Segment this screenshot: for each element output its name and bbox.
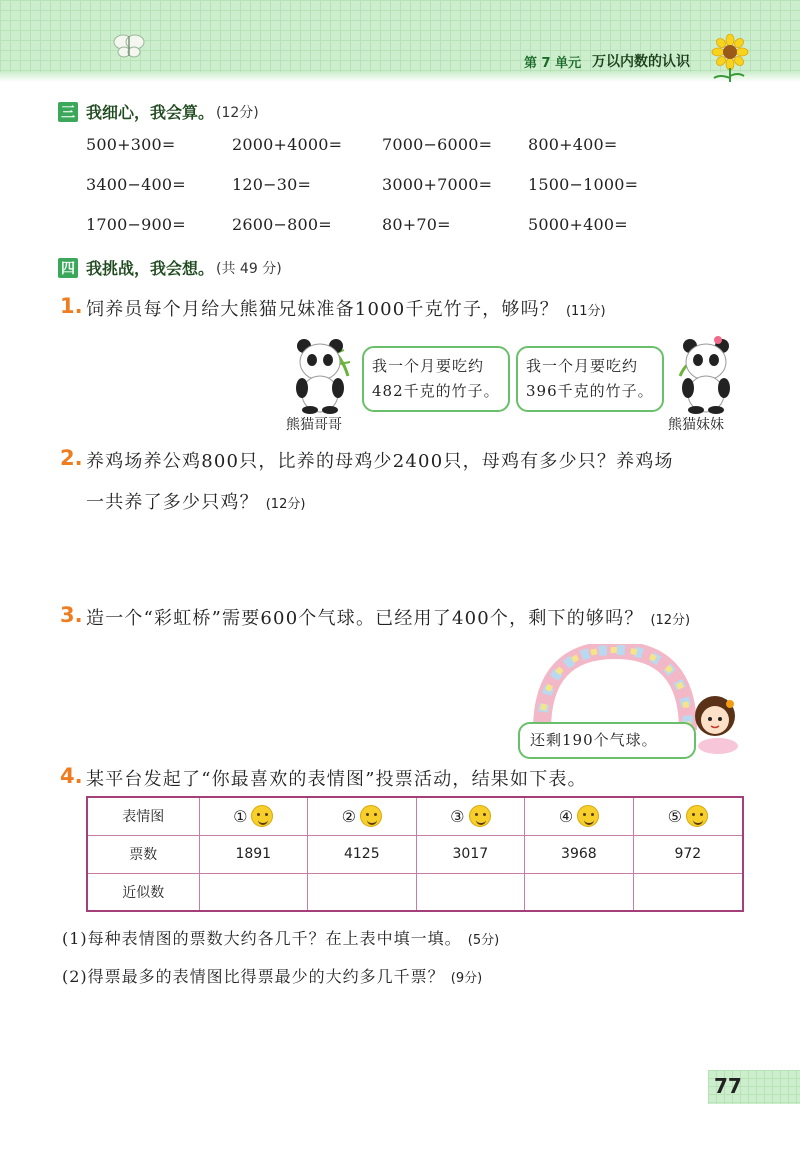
section-4-heading	[58, 256, 282, 279]
approx-input-cell[interactable]	[416, 873, 525, 911]
bubble-brother-line1: 我一个月要吃约	[372, 357, 485, 375]
vote-cell: 3968	[525, 835, 634, 873]
marker-5: ⑤	[667, 806, 682, 826]
question-2-score: (12分)	[265, 497, 306, 512]
smiling-face-icon	[360, 805, 382, 827]
table-row	[87, 873, 743, 911]
calc-item: 500+300=	[86, 135, 176, 154]
question-2-line2: 一共养了多少只鸡？	[86, 492, 259, 513]
section-3-number: 三	[58, 102, 78, 122]
sub-question-2-score: (9分)	[450, 971, 483, 986]
question-1-body: 饲养员每个月给大熊猫兄妹准备1000千克竹子，够吗？	[86, 299, 560, 320]
emoji-cell-5	[633, 797, 743, 835]
emoji-cell-1	[199, 797, 308, 835]
section-3-heading	[58, 100, 259, 123]
speech-bubble-girl: 还剩190个气球。	[518, 722, 696, 759]
caption-panda-brother: 熊猫哥哥	[286, 417, 342, 433]
vote-cell: 3017	[416, 835, 525, 873]
marker-4: ④	[558, 806, 574, 826]
calc-item: 80+70=	[382, 215, 451, 234]
question-3-text-wrap	[86, 604, 690, 630]
question-4-number: 4.	[60, 764, 83, 788]
girl-icon	[690, 694, 740, 754]
row-label-votes: 票数	[87, 835, 199, 873]
sub-question-1-score: (5分)	[467, 933, 500, 948]
panda-brother-icon	[290, 336, 354, 414]
speech-bubble-sister	[516, 346, 664, 412]
emoji-cell-3	[416, 797, 525, 835]
sub-question-1	[62, 926, 499, 949]
calc-item: 3400−400=	[86, 175, 186, 194]
sub-question-2-text: (2)得票最多的表情图比得票最少的大约多几千票？	[62, 967, 445, 986]
table-row	[87, 835, 743, 873]
unit-label: 第 7 单元	[524, 56, 582, 71]
section-4-score: (共 49 分)	[216, 260, 282, 277]
vote-cell: 972	[633, 835, 743, 873]
calc-item: 800+400=	[528, 135, 618, 154]
marker-1: ①	[233, 806, 248, 826]
page-number: 77	[714, 1074, 742, 1098]
marker-3: ③	[450, 806, 465, 826]
question-3-score: (12分)	[650, 613, 691, 628]
unit-title: 万以内数的认识	[592, 54, 690, 70]
approx-input-cell[interactable]	[633, 873, 743, 911]
row-label-emoji: 表情图	[87, 797, 199, 835]
question-2-line2-wrap	[86, 488, 305, 514]
kissing-face-icon	[251, 805, 273, 827]
approx-input-cell[interactable]	[199, 873, 308, 911]
question-1-number: 1.	[60, 294, 83, 318]
sub-question-1-text: (1)每种表情图的票数大约各几千？在上表中填一填。	[62, 929, 462, 948]
section-3-title: 我细心，我会算。	[86, 103, 215, 122]
panda-sister-icon	[672, 336, 736, 414]
sub-question-2	[62, 964, 482, 987]
calc-item: 5000+400=	[528, 215, 628, 234]
thinking-face-icon	[577, 805, 599, 827]
caption-panda-sister: 熊猫妹妹	[668, 417, 724, 433]
question-4-text: 某平台发起了“你最喜欢的表情图”投票活动，结果如下表。	[86, 769, 587, 790]
question-2-number: 2.	[60, 446, 83, 470]
calc-item: 3000+7000=	[382, 175, 493, 194]
section-4-title: 我挑战，我会想。	[86, 259, 215, 278]
section-3-score: (12分)	[216, 104, 259, 121]
bubble-sister-line2: 396千克的竹子。	[526, 382, 654, 400]
question-1-score: (11分)	[565, 304, 606, 319]
sunflower-icon	[708, 34, 752, 82]
calc-item: 1500−1000=	[528, 175, 639, 194]
question-2-line1: 养鸡场养公鸡800只，比养的母鸡少2400只，母鸡有多少只？养鸡场	[86, 451, 674, 472]
question-3-text: 造一个“彩虹桥”需要600个气球。已经用了400个，剩下的够吗？	[86, 608, 644, 629]
vote-table	[86, 796, 744, 912]
question-3-number: 3.	[60, 603, 83, 627]
bubble-brother-line2: 482千克的竹子。	[372, 382, 500, 400]
emoji-cell-4	[525, 797, 634, 835]
vote-cell: 4125	[308, 835, 417, 873]
emoji-cell-2	[308, 797, 417, 835]
balloon-arch-icon	[530, 644, 700, 730]
speech-bubble-brother	[362, 346, 510, 412]
calc-item: 2600−800=	[232, 215, 332, 234]
header-fade	[0, 72, 800, 82]
laughing-tears-face-icon	[686, 805, 708, 827]
marker-2: ②	[341, 806, 356, 826]
vote-cell: 1891	[199, 835, 308, 873]
table-row	[87, 797, 743, 835]
section-4-number: 四	[58, 258, 78, 278]
calc-item: 120−30=	[232, 175, 312, 194]
approx-input-cell[interactable]	[308, 873, 417, 911]
bubble-sister-line1: 我一个月要吃约	[526, 357, 639, 375]
butterfly-icon	[110, 30, 150, 60]
smirking-face-icon	[469, 805, 491, 827]
calc-item: 1700−900=	[86, 215, 186, 234]
question-1-text	[86, 295, 606, 321]
row-label-approx: 近似数	[87, 873, 199, 911]
calc-item: 2000+4000=	[232, 135, 343, 154]
approx-input-cell[interactable]	[525, 873, 634, 911]
calc-item: 7000−6000=	[382, 135, 493, 154]
